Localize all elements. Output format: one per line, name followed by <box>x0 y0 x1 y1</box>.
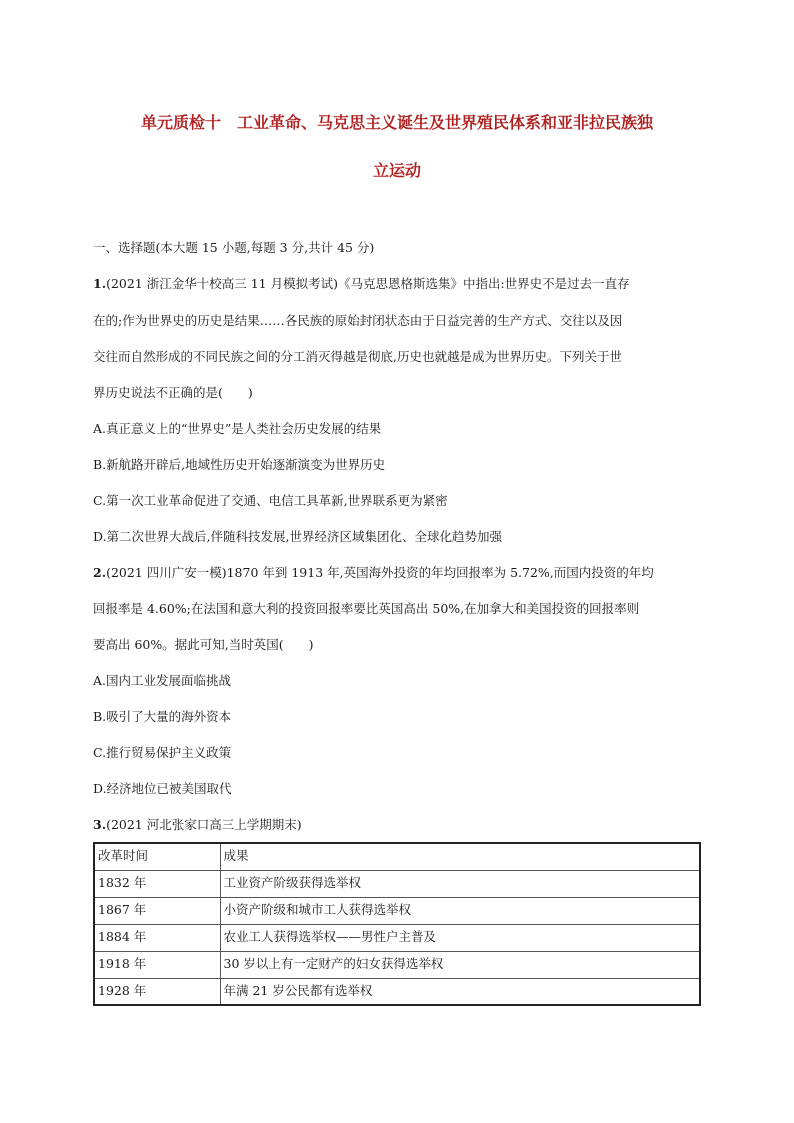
table-row <box>94 951 700 978</box>
page-title: 单元质检十 工业革命、马克思主义诞生及世界殖民体系和亚非拉民族独 <box>140 113 653 132</box>
table-row <box>94 978 700 1005</box>
table-cell: 1918 年 <box>94 951 220 978</box>
question-1-stem-line-4: 界历史说法不正确的是( ) <box>93 385 253 400</box>
page-title-continuation: 立运动 <box>372 161 421 180</box>
question-2-stem-line-2: 回报率是 4.60%;在法国和意大利的投资回报率要比英国高出 50%,在加拿大和美国投资的回报率则 <box>93 601 640 616</box>
question-1-option-b: B.新航路开辟后,地域性历史开始逐渐演变为世界历史 <box>93 457 386 472</box>
table-cell: 1884 年 <box>94 924 220 951</box>
table-cell: 小资产阶级和城市工人获得选举权 <box>220 897 700 924</box>
table-header-row <box>94 843 700 870</box>
question-2-option-a: A.国内工业发展面临挑战 <box>93 673 232 688</box>
table-cell: 工业资产阶级获得选举权 <box>220 870 700 897</box>
table-header-cell: 改革时间 <box>94 843 220 870</box>
table-cell: 30 岁以上有一定财产的妇女获得选举权 <box>220 951 700 978</box>
question-number: 3. <box>93 817 107 832</box>
question-number: 1. <box>93 276 107 291</box>
question-number: 2. <box>93 565 107 580</box>
section-heading: 一、选择题(本大题 15 小题,每题 3 分,共计 45 分) <box>93 240 375 255</box>
question-2-stem-line-3: 要高出 60%。据此可知,当时英国( ) <box>93 637 314 652</box>
table-cell: 年满 21 岁公民都有选举权 <box>220 978 700 1005</box>
question-1-stem-line-1: 1.(2021 浙江金华十校高三 11 月模拟考试)《马克思恩格斯选集》中指出:世界史不是过去一直存 <box>93 276 630 291</box>
question-2-option-b: B.吸引了大量的海外资本 <box>93 709 232 724</box>
question-2-stem-line-1: 2.(2021 四川广安一模)1870 年到 1913 年,英国海外投资的年均回报率为 5.72%,而国内投资的年均 <box>93 565 654 580</box>
table-header-cell: 成果 <box>220 843 700 870</box>
question-2-option-c: C.推行贸易保护主义政策 <box>93 745 232 760</box>
reform-results-table <box>93 842 701 1006</box>
question-3-stem-line-1: 3.(2021 河北张家口高三上学期期末) <box>93 817 302 832</box>
question-2-option-d: D.经济地位已被美国取代 <box>93 781 232 796</box>
table-row <box>94 870 700 897</box>
question-1-stem-line-2: 在的;作为世界史的历史是结果……各民族的原始封闭状态由于日益完善的生产方式、交往以及因 <box>93 313 623 328</box>
table-cell: 1928 年 <box>94 978 220 1005</box>
question-1-option-a: A.真正意义上的“世界史”是人类社会历史发展的结果 <box>93 421 382 436</box>
table-row <box>94 897 700 924</box>
question-1-stem-line-3: 交往而自然形成的不同民族之间的分工消灭得越是彻底,历史也就越是成为世界历史。下列关于世 <box>93 349 622 364</box>
table-cell: 1867 年 <box>94 897 220 924</box>
question-1-option-c: C.第一次工业革命促进了交通、电信工具革新,世界联系更为紧密 <box>93 493 448 508</box>
table-cell: 1832 年 <box>94 870 220 897</box>
question-1-option-d: D.第二次世界大战后,伴随科技发展,世界经济区域集团化、全球化趋势加强 <box>93 529 502 544</box>
table-row <box>94 924 700 951</box>
table-cell: 农业工人获得选举权——男性户主普及 <box>220 924 700 951</box>
